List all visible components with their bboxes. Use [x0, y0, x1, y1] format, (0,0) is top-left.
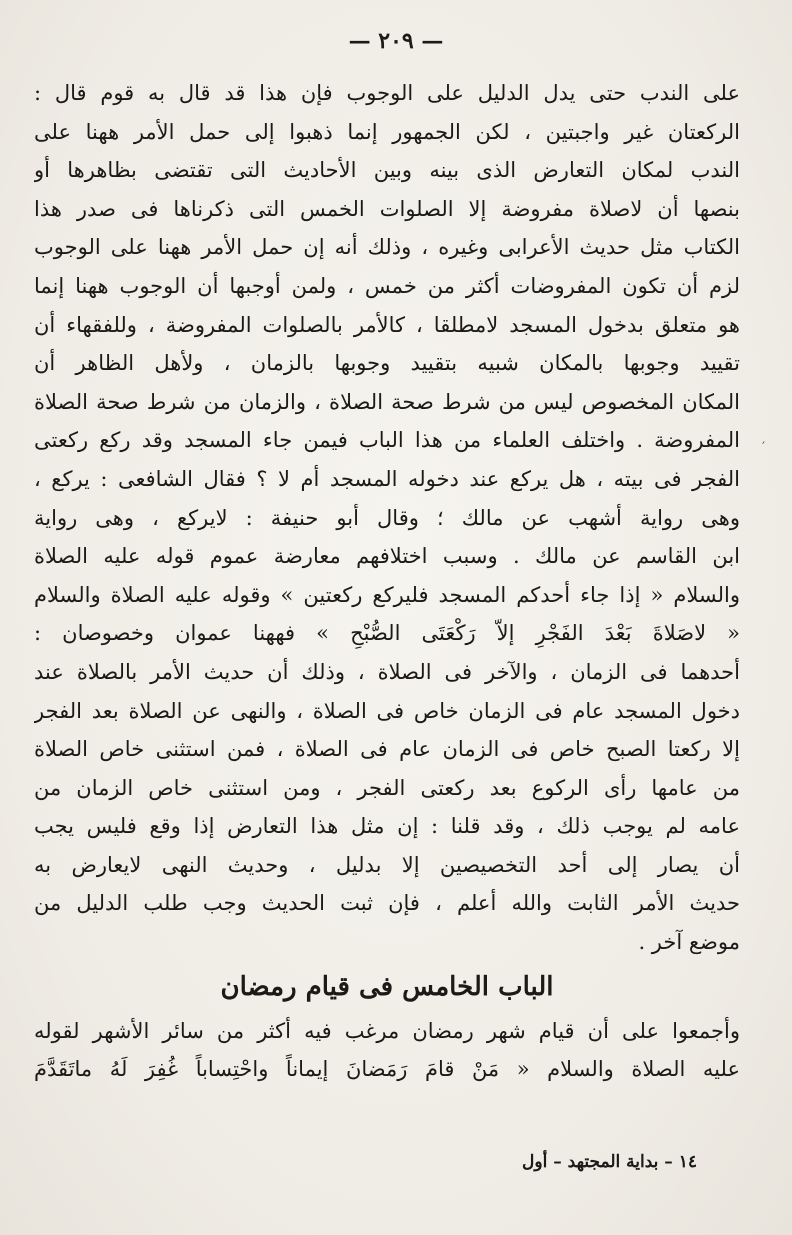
text-line: عليه الصلاة والسلام « مَنْ قامَ رَمَضانَ إيماناً واحْتِساباً غُفِرَ لَهُ ماتَقَدَّمَ [34, 1057, 740, 1082]
text-line: موضع آخر . [638, 930, 740, 955]
text-line: لزم أن تكون المفروضات أكثر من خمس ، ولمن أوجبها أن الوجوب ههنا إنما [34, 273, 740, 298]
text-line: « لاصَلاةَ بَعْدَ الفَجْرِ إلاّ رَكْعَتَى الصُّبْحِ » فههنا عموان وخصوصان : [34, 621, 740, 646]
text-line: المفروضة . واختلف العلماء من هذا الباب فيمن جاء المسجد وقد ركع ركعتى [34, 428, 740, 453]
text-line: تقييد وجوبها بالمكان شبيه بتقييد وجوبها بالزمان ، ولأهل الظاهر أن [34, 351, 740, 376]
text-line: عامه لم يوجب ذلك ، وقد قلنا : إن مثل هذا التعارض إذا وقع فليس يجب [34, 814, 740, 839]
page-footer: ١٤ – بداية المجتهد – أول [522, 1152, 697, 1172]
chapter-heading: الباب الخامس فى قيام رمضان [220, 971, 554, 1002]
text-line: الكتاب مثل حديث الأعرابى وغيره ، وذلك أنه إن حمل الأمر ههنا على الوجوب [34, 235, 740, 260]
text-line: والسلام « إذا جاء أحدكم المسجد فليركع ركعتين » وقوله عليه الصلاة والسلام [34, 582, 740, 607]
text-line: حديث الأمر الثابت والله أعلم ، فإن ثبت الحديث وجب طلب الدليل من [34, 891, 740, 916]
text-line: الفجر فى بيته ، هل يركع عند دخوله المسجد أم لا ؟ فقال الشافعى : يركع ، [34, 466, 740, 491]
text-line: دخول المسجد عام فى الزمان خاص فى الصلاة ، والنهى عن الصلاة بعد الفجر [34, 698, 740, 723]
text-line: على الندب حتى يدل الدليل على الوجوب فإن هذا قد قال به قوم قال : [34, 81, 740, 105]
text-line: أن يصار إلى أحد التخصيصين إلا بدليل ، وحديث النهى لايعارض به [34, 852, 740, 877]
text-line: المكان المخصوص ليس من شرط صحة الصلاة ، والزمان من شرط صحة الصلاة [34, 389, 740, 414]
text-line: وأجمعوا على أن قيام شهر رمضان مرغب فيه أكثر من سائر الأشهر لقوله [34, 1018, 740, 1043]
text-line: وهى رواية أشهب عن مالك ؛ وقال أبو حنيفة : لايركع ، وهى رواية [34, 505, 740, 530]
text-line: من عامها رأى الركوع بعد ركعتى الفجر ، ومن استثنى خاص الزمان من [34, 775, 740, 800]
text-line: بنصها أن لاصلاة مفروضة إلا الصلوات الخمس التى ذكرناها فى صدر هذا [34, 196, 740, 221]
margin-mark: ′ [762, 440, 766, 456]
text-line: أحدهما فى الزمان ، والآخر فى الصلاة ، وذلك أن حديث الأمر بالصلاة عند [34, 659, 740, 684]
body-text [34, 74, 740, 1089]
text-line: ابن القاسم عن مالك . وسبب اختلافهم معارضة عموم قوله عليه الصلاة [34, 544, 740, 569]
text-line: هو متعلق بدخول المسجد لامطلقا ، كالأمر بالصلوات المفروضة ، وللفقهاء أن [34, 312, 740, 337]
text-line: الركعتان غير واجبتين ، لكن الجمهور إنما ذهبوا إلى حمل الأمر ههنا على [34, 119, 740, 144]
page-number: — ٢٠٩ — [348, 28, 444, 54]
text-line: إلا ركعتا الصبح خاص فى الزمان عام فى الصلاة ، فمن استثنى خاص الصلاة [34, 737, 740, 762]
text-line: الندب لمكان التعارض الذى بينه وبين الأحاديث التى تقتضى بظاهرها أو [34, 158, 740, 183]
